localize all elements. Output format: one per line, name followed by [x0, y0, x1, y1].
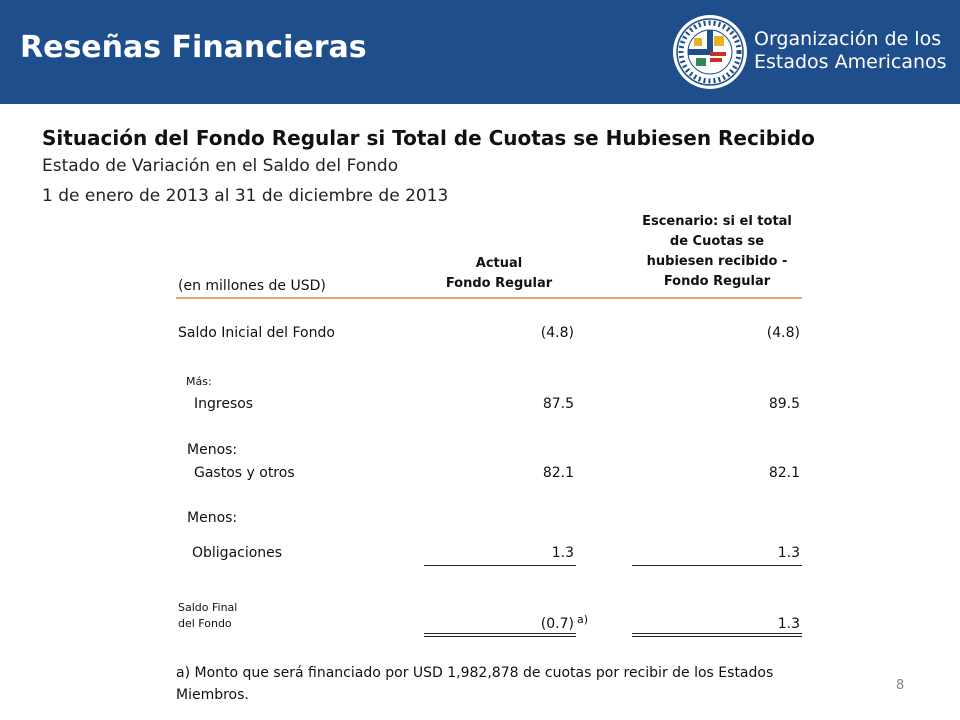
- total-rule-scenario: [632, 633, 802, 637]
- obligations-scenario: 1.3: [777, 545, 800, 561]
- unit-label: (en millones de USD): [178, 278, 326, 294]
- subtotal-rule-scenario: [632, 565, 802, 566]
- minus-label-expenses: Menos:: [187, 442, 238, 458]
- section-title: Situación del Fondo Regular si Total de Cuotas se Hubiesen Recibido: [42, 126, 815, 150]
- col-scenario-header: [632, 212, 802, 292]
- header-banner: [0, 0, 960, 104]
- statement-subtitle: Estado de Variación en el Saldo del Fondo: [42, 156, 399, 176]
- org-name-line1: Organización de los: [754, 28, 942, 50]
- organization-name: [754, 28, 947, 74]
- col-actual-header-line1: Actual: [475, 256, 523, 271]
- obligations-actual: 1.3: [551, 545, 574, 561]
- expenses-label: Gastos y otros: [194, 465, 295, 481]
- closing-balance-actual: (0.7): [540, 616, 574, 632]
- obligations-label: Obligaciones: [192, 545, 283, 561]
- col-actual-header-line2: Fondo Regular: [445, 276, 553, 291]
- col-scenario-header-line3: hubiesen recibido -: [646, 254, 788, 269]
- col-scenario-header-line4: Fondo Regular: [663, 274, 771, 289]
- minus-label-obligations: Menos:: [187, 510, 238, 526]
- closing-balance-scenario: 1.3: [777, 616, 800, 632]
- org-name-line2: Estados Americanos: [754, 51, 947, 73]
- subtotal-rule-actual: [424, 565, 576, 566]
- header-rule: [176, 297, 802, 299]
- opening-balance-actual: (4.8): [540, 325, 574, 341]
- plus-label: Más:: [186, 375, 212, 388]
- col-scenario-header-line2: de Cuotas se: [669, 234, 765, 249]
- expenses-scenario: 82.1: [768, 465, 800, 481]
- page-number: 8: [896, 678, 905, 693]
- expenses-actual: 82.1: [542, 465, 574, 481]
- income-label: Ingresos: [194, 396, 254, 412]
- col-actual-header: [424, 254, 574, 294]
- total-rule-actual: [424, 633, 576, 637]
- page-title: Reseñas Financieras: [20, 30, 367, 65]
- closing-balance-label-line1: Saldo Final: [178, 601, 238, 614]
- income-actual: 87.5: [542, 396, 574, 412]
- col-scenario-header-line1: Escenario: si el total: [642, 214, 792, 229]
- period-subtitle: 1 de enero de 2013 al 31 de diciembre de 2013: [42, 186, 449, 206]
- oas-seal-icon: [672, 14, 748, 90]
- footnote-marker: a): [577, 613, 589, 626]
- closing-balance-label: [178, 600, 237, 632]
- closing-balance-label-line2: del Fondo: [178, 617, 232, 630]
- income-scenario: 89.5: [768, 396, 800, 412]
- footnote: a) Monto que será financiado por USD 1,982,878 de cuotas por recibir de los Estados Miembros.: [176, 665, 774, 703]
- opening-balance-scenario: (4.8): [766, 325, 800, 341]
- opening-balance-label: Saldo Inicial del Fondo: [178, 325, 335, 341]
